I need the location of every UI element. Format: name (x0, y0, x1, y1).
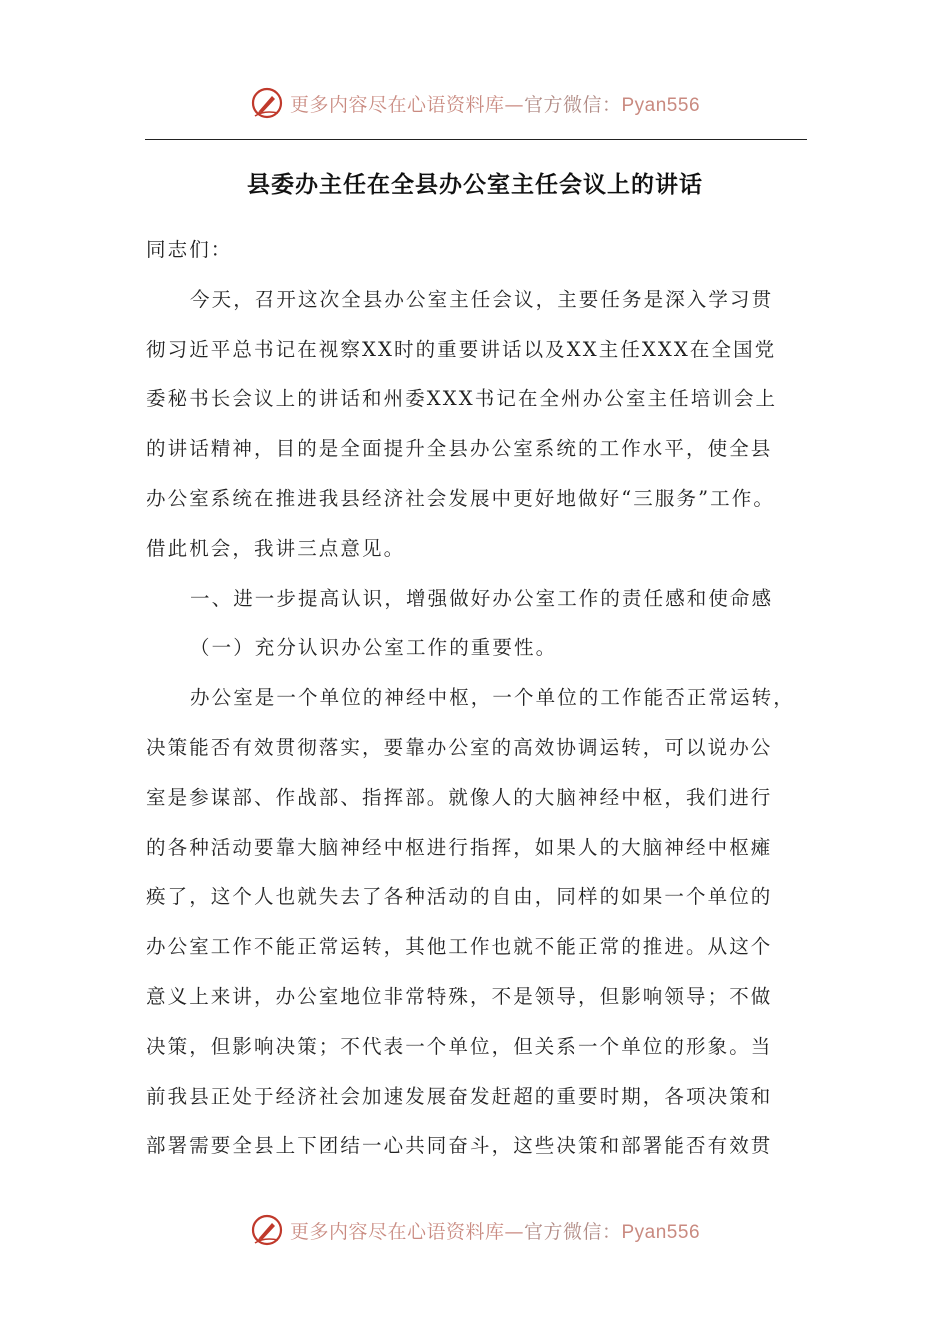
watermark-wechat-id: Pyan556 (621, 94, 701, 116)
salutation-line: 同志们： (146, 238, 233, 261)
body-line: 的讲话精神，目的是全面提升全县办公室系统的工作水平，使全县 (146, 437, 773, 461)
document-title: 县委办主任在全县办公室主任会议上的讲话 (247, 172, 703, 198)
watermark-label: 官方微信： (523, 93, 622, 116)
body-line: 决策能否有效贯彻落实，要靠办公室的高效协调运转，可以说办公 (146, 735, 773, 759)
footer-watermark (0, 1210, 950, 1250)
watermark-dash: — (504, 1220, 524, 1243)
watermark-text (290, 90, 700, 117)
body-line: 前我县正处于经济社会加速发展奋发赶超的重要时期，各项决策和 (146, 1084, 773, 1108)
body-line: 今天，召开这次全县办公室主任会议，主要任务是深入学习贯 (190, 287, 774, 311)
watermark-wechat-id: Pyan556 (621, 1221, 701, 1243)
subsection-heading: （一）充分认识办公室工作的重要性。 (190, 636, 558, 660)
body-line: 彻习近平总书记在视察XX时的重要讲话以及XX主任XXX在全国党 (146, 337, 777, 361)
watermark-site: 更多内容尽在心语资料库 (289, 1220, 505, 1243)
body-line: 决策，但影响决策；不代表一个单位，但关系一个单位的形象。当 (146, 1034, 773, 1058)
watermark-label: 官方微信： (523, 1220, 622, 1243)
body-line: 痪了，这个人也就失去了各种活动的自由，同样的如果一个单位的 (146, 885, 773, 909)
body-line: 办公室系统在推进我县经济社会发展中更好地做好“三服务”工作。 (146, 486, 775, 510)
watermark-site: 更多内容尽在心语资料库 (289, 93, 505, 116)
watermark-dash: — (504, 93, 524, 116)
watermark-text (290, 1217, 700, 1244)
header-watermark (0, 83, 950, 123)
document-body (146, 225, 806, 1171)
pen-logo-icon (250, 1213, 284, 1247)
body-line: 办公室是一个单位的神经中枢，一个单位的工作能否正常运转， (190, 686, 795, 710)
pen-logo-icon (250, 86, 284, 120)
body-line: 室是参谋部、作战部、指挥部。就像人的大脑神经中枢，我们进行 (146, 785, 773, 809)
body-line: 部署需要全县上下团结一心共同奋斗，这些决策和部署能否有效贯 (146, 1134, 773, 1158)
body-line: 委秘书长会议上的讲话和州委XXX书记在全州办公室主任培训会上 (146, 387, 778, 411)
body-line: 办公室工作不能正常运转，其他工作也就不能正常的推进。从这个 (146, 935, 773, 959)
body-line: 意义上来讲，办公室地位非常特殊，不是领导，但影响领导；不做 (146, 984, 773, 1008)
body-line: 的各种活动要靠大脑神经中枢进行指挥，如果人的大脑神经中枢瘫 (146, 835, 773, 859)
body-line: 借此机会，我讲三点意见。 (146, 536, 406, 560)
section-heading: 一、进一步提高认识，增强做好办公室工作的责任感和使命感 (190, 586, 774, 610)
header-divider (145, 139, 807, 140)
